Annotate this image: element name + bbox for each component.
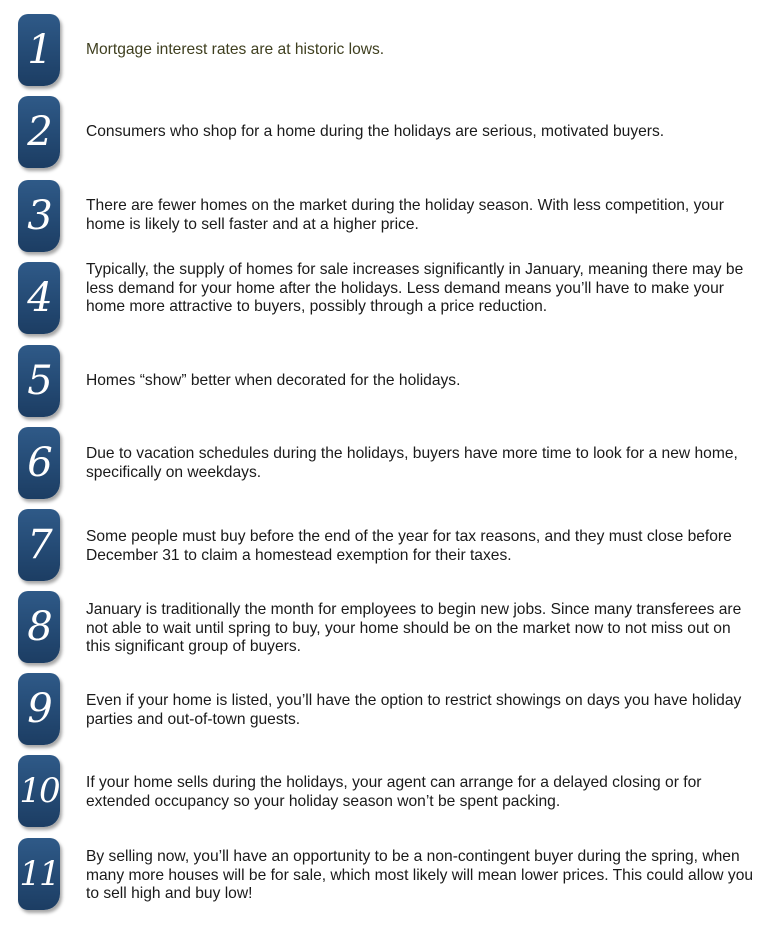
number-badge-3 — [18, 180, 60, 252]
reason-text-11: By selling now, you’ll have an opportunity to be a non-contingent buyer during the spring, when many more houses will be for sale, which most likely will mean lower prices. This could allow you to sell high and buy low! — [86, 848, 754, 902]
number-badge-7 — [18, 509, 60, 581]
number-badge-2 — [18, 96, 60, 168]
reason-text-6: Due to vacation schedules during the holidays, buyers have more time to look for a new home, specifically on weekdays. — [86, 445, 738, 481]
reason-text-7: Some people must buy before the end of the year for tax reasons, and they must close before December 31 to claim a homestead exemption for their taxes. — [86, 528, 732, 564]
number-label: 1 — [27, 27, 51, 73]
reason-text-5: Homes “show” better when decorated for the holidays. — [86, 372, 461, 389]
reason-text-10: If your home sells during the holidays, your agent can arrange for a delayed closing or for extended occupancy so your holiday season won’t be spent packing. — [86, 774, 702, 810]
number-label: 5 — [27, 358, 51, 404]
reason-text-3: There are fewer homes on the market during the holiday season. With less competition, your home is likely to sell faster and at a higher price. — [86, 197, 724, 233]
number-label: 11 — [19, 854, 59, 894]
reason-text-9: Even if your home is listed, you’ll have the option to restrict showings on days you have holiday parties and out-of-town guests. — [86, 692, 742, 728]
number-label: 4 — [27, 275, 51, 321]
number-label: 6 — [27, 440, 51, 486]
reason-text-1: Mortgage interest rates are at historic lows. — [86, 41, 385, 58]
number-badge-10 — [18, 755, 60, 827]
number-label: 10 — [19, 771, 59, 811]
number-label: 2 — [27, 109, 51, 155]
number-label: 3 — [27, 193, 51, 239]
reason-text-8: January is traditionally the month for employees to begin new jobs. Since many transferees are not able to wait until spring to buy, your home should be on the market now to not miss out on this significant group of buyers. — [86, 601, 742, 655]
number-badge-6 — [18, 427, 60, 499]
number-label: 8 — [27, 604, 51, 650]
number-label: 7 — [27, 522, 51, 568]
number-label: 9 — [27, 686, 51, 732]
number-badge-1 — [18, 14, 60, 86]
reason-text-4: Typically, the supply of homes for sale increases significantly in January, meaning there may be less demand for your home after the holidays. Less demand means you’ll have to make your home more attractive to buyers, possibly through a price reduction. — [86, 261, 744, 315]
reason-text-2: Consumers who shop for a home during the holidays are serious, motivated buyers. — [86, 123, 665, 140]
number-badge-11 — [18, 838, 60, 910]
number-badge-9 — [18, 673, 60, 745]
number-badge-4 — [18, 262, 60, 334]
number-badge-8 — [18, 591, 60, 663]
number-badge-5 — [18, 345, 60, 417]
